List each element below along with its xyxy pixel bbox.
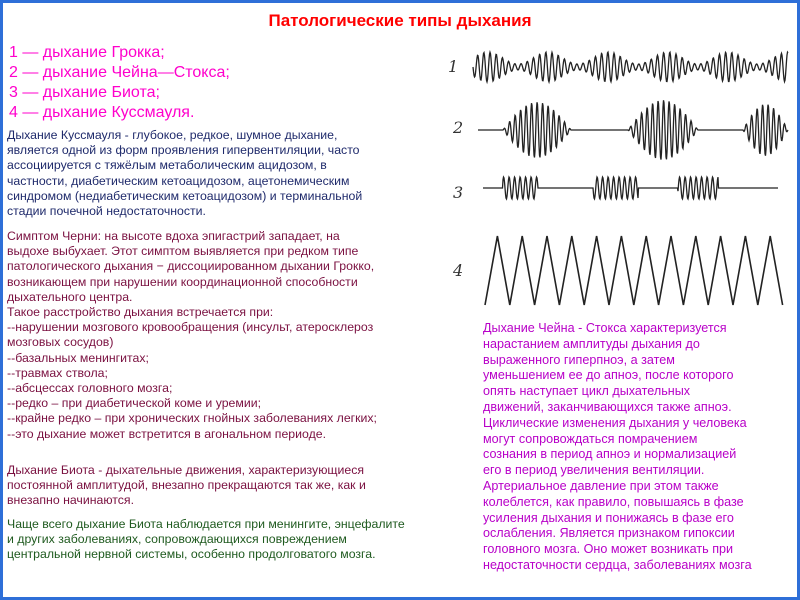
legend-item-kussmaul: 4 — дыхание Куссмауля.: [9, 104, 195, 121]
biot-waveform: [483, 177, 778, 199]
text-line: сознания в период апноэ и нормализацией: [483, 447, 737, 462]
cheyne-stokes-description: [483, 321, 793, 574]
text-line: ассоциируется с тяжёлым метаболическим ацидозом, в: [7, 158, 327, 173]
text-line: --базальных менингитах;: [7, 350, 149, 365]
text-line: и других заболеваниях, сопровождающихся повреждением: [7, 532, 347, 547]
slide: [3, 3, 797, 597]
biot-description: [7, 463, 477, 509]
wave-label-4: 4: [453, 261, 464, 280]
legend-item-grokk: 1 — дыхание Грокка;: [9, 44, 165, 61]
text-line: дыхательного центра.: [7, 289, 133, 304]
legend-item-biot: 3 — дыхание Биота;: [9, 84, 160, 101]
text-line: --травмах ствола;: [7, 365, 108, 380]
text-line: стадии почечной недостаточности.: [7, 204, 206, 219]
wave-label-1: 1: [448, 57, 459, 76]
text-line: центральной нервной системы, особенно продолговатого мозга.: [7, 547, 376, 562]
text-line: головного мозга. Оно может возникать при: [483, 542, 734, 557]
text-line: нарастанием амплитуды дыхания до: [483, 336, 700, 351]
text-line: внезапно начинаются.: [7, 493, 135, 508]
text-line: --нарушении мозгового кровообращения (инсульт, атеросклероз: [7, 320, 374, 335]
legend-item-cheyne-stokes: 2 — дыхание Чейна—Стокса;: [9, 64, 230, 81]
text-line: Циклические изменения дыхания у человека: [483, 415, 747, 430]
text-line: Чаще всего дыхание Биота наблюдается при менингите, энцефалите: [7, 517, 405, 531]
text-line: --редко – при диабетической коме и уремии;: [7, 396, 261, 411]
text-line: мозговых сосудов): [7, 335, 114, 350]
text-line: частности, диабетическим кетоацидозом, ацетонемическим: [7, 173, 350, 188]
text-line: --это дыхание может встретится в агональном периоде.: [7, 426, 327, 441]
text-line: выраженного гиперпноэ, а затем: [483, 352, 675, 367]
text-line: синдромом (недиабетическим кетоацидозом) и терминальной: [7, 188, 363, 203]
breathing-types-legend: [9, 43, 230, 123]
text-line: постоянной амплитудой, внезапно прекращаются так же, как и: [7, 478, 366, 493]
text-line: Дыхание Чейна - Стокса характеризуется: [483, 321, 727, 335]
text-line: Дыхание Биота - дыхательные движения, характеризующиеся: [7, 463, 365, 477]
cherni-symptom-description: [7, 229, 477, 442]
kussmaul-waveform: [485, 236, 783, 305]
wave-label-2: 2: [453, 118, 464, 137]
slide-title: Патологические типы дыхания: [268, 11, 532, 30]
kussmaul-description: [7, 128, 477, 219]
text-line: недостаточности сердца, заболеваниях мозга: [483, 557, 752, 572]
text-line: --абсцессах головного мозга;: [7, 381, 173, 396]
breathing-waveforms: [443, 33, 793, 323]
text-line: Артериальное давление при этом также: [483, 478, 719, 493]
text-line: колеблется, как правило, повышаясь в фазе: [483, 494, 744, 509]
text-line: является одной из форм проявления гипервентиляции, часто: [7, 143, 360, 158]
text-line: --крайне редко – при хронических гнойных заболеваниях легких;: [7, 411, 377, 426]
text-line: опять наступает цикл дыхательных: [483, 384, 691, 399]
text-line: его в период увеличения вентиляции.: [483, 463, 705, 478]
text-line: выдохе выбухает. Этот симптом выявляется при редком типе: [7, 244, 359, 259]
wave-label-3: 3: [453, 183, 464, 202]
text-line: Симптом Черни: на высоте вдоха эпигастрий западает, на: [7, 229, 340, 243]
text-line: движений, заканчивающихся также апноэ.: [483, 399, 732, 414]
grokk-waveform: [473, 52, 788, 82]
biot-causes-description: [7, 517, 482, 563]
cheyne-stokes-waveform: [478, 100, 788, 159]
text-line: Дыхание Куссмауля - глубокое, редкое, шумное дыхание,: [7, 128, 338, 142]
text-line: патологического дыхания − диссоциированном дыхании Грокко,: [7, 259, 375, 274]
text-line: могут сопровождаться помрачением: [483, 431, 698, 446]
text-line: ослабления. Является признаком гипоксии: [483, 526, 735, 541]
text-line: возникающем при нарушении координационной способности: [7, 274, 358, 289]
text-line: усиления дыхания и понижаясь в фазе его: [483, 510, 734, 525]
text-line: Такое расстройство дыхания встречается при:: [7, 305, 274, 320]
text-line: уменьшением ее до апноэ, после которого: [483, 368, 734, 383]
